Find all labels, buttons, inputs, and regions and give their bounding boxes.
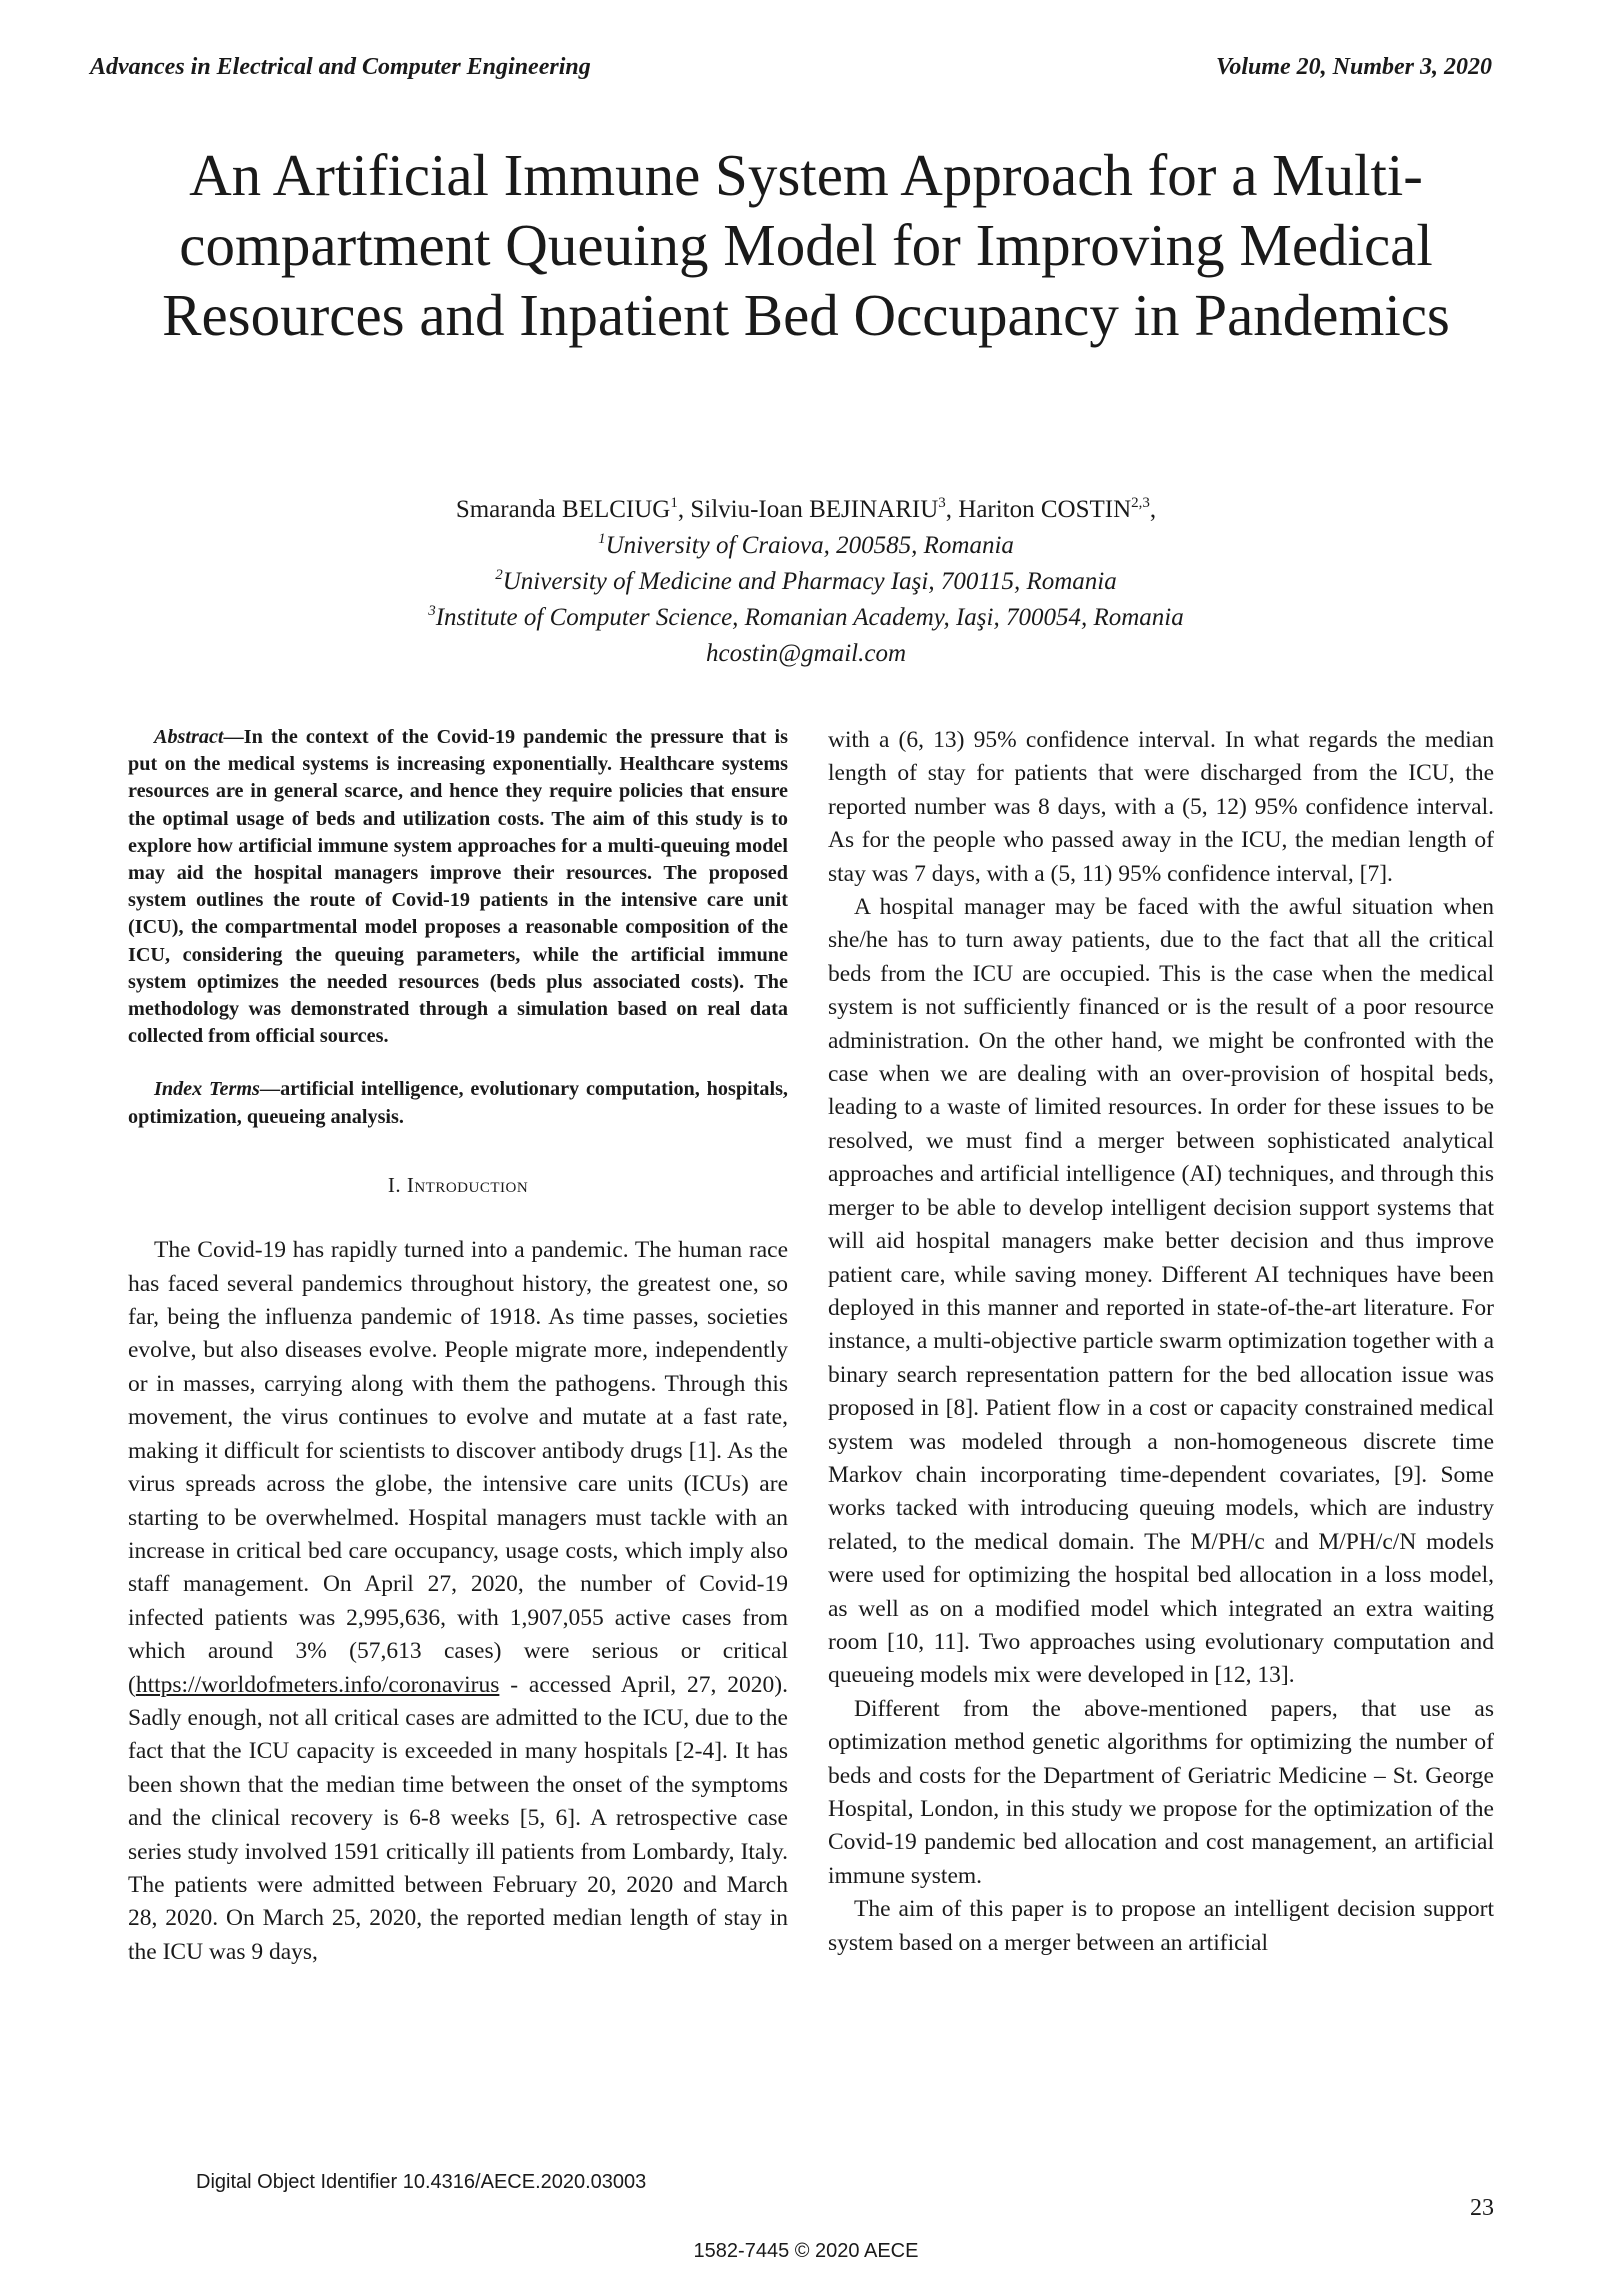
section-heading: I. Introduction <box>387 1172 529 1197</box>
author-name: Silviu-Ioan BEJINARIU <box>690 496 939 523</box>
reference-link[interactable]: https://worldofmeters.info/coronavirus <box>135 1671 500 1698</box>
paragraph: The aim of this paper is to propose an intelligent decision support system based on a merger between an artificial <box>828 1896 1494 1956</box>
abstract <box>128 724 788 1050</box>
paragraph: The Covid-19 has rapidly turned into a pandemic. The human race has faced several pandemics throughout history, the greatest one, so far, being the influenza pandemic of 1918. As time passes, societies evolve, but also diseases evolve. People migrate more, independently or in masses, carrying along with them the pathogens. Through this movement, the virus continues to evolve and mutate at a fast rate, making it difficult for scientists to discover antibody drugs [1]. As the virus spreads across the globe, the intensive care units (ICUs) are starting to be overwhelmed. Hospital managers must tackle with an increase in critical bed care occupancy, usage costs, which imply also staff management. On April 27, 2020, the number of Covid-19 infected patients was 2,995,636, with 1,907,055 active cases from which around 3% (57,613 cases) were serious or critical (https://worldofmeters.info/coronavirus - accessed April, 27, 2020). Sadly enough, not all critical cases are admitted to the ICU, due to the fact that the ICU capacity is exceeded in many hospitals [2-4]. It has been shown that the median time between the onset of the symptoms and the clinical recovery is 6-8 weeks [5, 6]. A retrospective case series study involved 1591 critically ill patients from Lombardy, Italy. The patients were admitted between February 20, 2020 and March 28, 2020. On March 25, 2020, the reported median length of stay in the ICU was 9 days, <box>128 1237 788 1965</box>
journal-name: Advances in Electrical and Computer Engineering <box>90 54 591 80</box>
running-header <box>0 50 1612 90</box>
affiliation: $^1$University of Craiova, 200585, Romania <box>598 531 1014 559</box>
paragraph: with a (6, 13) 95% confidence interval. In what regards the median length of stay for patients that were discharged from the ICU, the reported number was 8 days, with a (5, 12) 95% confidence interval. As for the people who passed away in the ICU, the median length of stay was 7 days, with a (5, 11) 95% confidence interval, [7]. <box>828 727 1494 887</box>
page-number: 23 <box>1470 2195 1494 2221</box>
paragraph: Different from the above-mentioned papers, that use as optimization method genetic algorithms for optimizing the number of beds and costs for the Department of Geriatric Medicine – St. George Hospital, London, in this study we propose for the optimization of the Covid-19 pandemic bed allocation and cost management, an artificial immune system. <box>828 1695 1494 1889</box>
right-column <box>828 724 1494 1960</box>
author-sup: 2,3 <box>1131 495 1150 511</box>
index-terms-lead: Index Terms <box>154 1078 260 1101</box>
index-terms <box>128 1076 788 1130</box>
paragraph: A hospital manager may be faced with the awful situation when she/he has to turn away patients, due to the fact that all the critical beds from the ICU are occupied. This is the case when the medical system is not sufficiently financed or is the result of a poor resource administration. On the other hand, we might be confronted with the case when we are dealing with an over-provision of hospital beds, leading to a waste of limited resources. In order for these issues to be resolved, we must find a merger between sophisticated analytical approaches and artificial intelligence (AI) techniques, and through this merger to be able to develop intelligent decision support systems that will aid hospital managers make better decision and thus improve patient care, while saving money. Different AI techniques have been deployed in this manner and reported in state-of-the-art literature. For instance, a multi-objective particle swarm optimization together with a binary search representation pattern for the bed allocation issue was proposed in [8]. Patient flow in a cost or capacity constrained medical system was modeled through a non-homogeneous discrete time Markov chain incorporating time-dependent covariates, [9]. Some works tacked with introducing queuing models, which are industry related, to the medical domain. The M/PH/c and M/PH/c/N models were used for optimizing the hospital bed allocation in a loss model, as well as on a modified model which integrated an extra waiting room [10, 11]. Two approaches using evolutionary computation and queueing models mix were developed in [12, 13]. <box>828 894 1494 1689</box>
author-sup: 3 <box>938 495 946 511</box>
author-block <box>0 492 1612 672</box>
volume-info: Volume 20, Number 3, 2020 <box>1215 54 1492 80</box>
author-name: Hariton COSTIN <box>958 496 1132 523</box>
author-names: Smaranda BELCIUG$^1$, Silviu-Ioan BEJINARIU$^3$, Hariton COSTIN$^{2,3}$, <box>455 495 1157 523</box>
paper-title: An Artificial Immune System Approach for a Multi-compartment Queuing Model for Improving Medical Resources and Inpatient Bed Occupancy in Pandemics <box>162 142 1450 348</box>
introduction-left <box>128 1234 788 1969</box>
index-terms-text: —artificial intelligence, evolutionary computation, hospitals, optimization, queueing analysis. <box>128 1078 788 1128</box>
doi: Digital Object Identifier 10.4316/AECE.2020.03003 <box>196 2171 647 2193</box>
author-sup: 1 <box>670 495 678 511</box>
abstract-text: —In the context of the Covid-19 pandemic the pressure that is put on the medical systems is increasing exponentially. Healthcare systems resources are in general scarce, and hence they require policies that ensure the optimal usage of beds and utilization costs. The aim of this study is to explore how artificial immune system approaches for a multi-queuing model may aid the hospital managers improve their resources. The proposed system outlines the route of Covid-19 patients in the intensive care unit (ICU), the compartmental model proposes a reasonable composition of the ICU, considering the queuing parameters, while the artificial immune system optimizes the needed resources (beds plus associated costs). The methodology was demonstrated through a simulation based on real data collected from official sources. <box>128 726 788 1048</box>
abstract-lead: Abstract <box>154 726 224 748</box>
author-email: hcostin@gmail.com <box>705 640 907 667</box>
affiliation: $^2$University of Medicine and Pharmacy Iaşi, 700115, Romania <box>495 567 1117 595</box>
issn-copyright: 1582-7445 © 2020 AECE <box>693 2240 919 2262</box>
left-column <box>128 724 788 1969</box>
author-name: Smaranda BELCIUG <box>455 496 671 523</box>
affiliation: $^3$Institute of Computer Science, Romanian Academy, Iaşi, 700054, Romania <box>428 603 1184 631</box>
